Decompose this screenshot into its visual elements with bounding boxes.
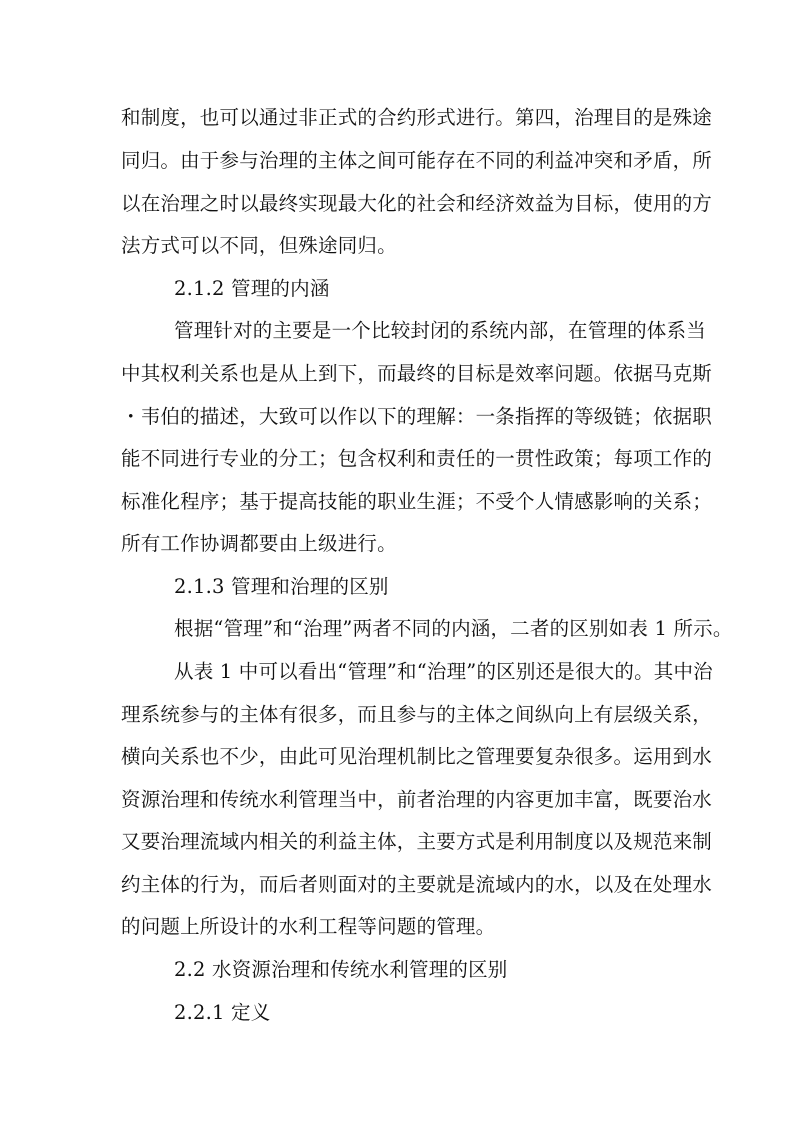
subsection-heading: 2.2.1 定义 xyxy=(174,1001,271,1024)
text-line: 所有工作协调都要由上级进行。 xyxy=(121,532,397,555)
section-heading: 2.2 水资源治理和传统水利管理的区别 xyxy=(174,958,508,981)
text-line: 同归。由于参与治理的主体之间可能存在不同的利益冲突和矛盾，所 xyxy=(121,149,713,172)
text-line: 中其权利关系也是从上到下，而最终的目标是效率问题。依据马克斯 xyxy=(121,362,713,385)
text-line: 的问题上所设计的水利工程等问题的管理。 xyxy=(121,915,496,938)
section-heading: 2.1.3 管理和治理的区别 xyxy=(174,575,389,598)
text-line: ・韦伯的描述，大致可以作以下的理解：一条指挥的等级链；依据职 xyxy=(121,405,713,428)
text-line: 约主体的行为，而后者则面对的主要就是流域内的水，以及在处理水 xyxy=(121,873,713,896)
text-line: 横向关系也不少，由此可见治理机制比之管理要复杂很多。运用到水 xyxy=(121,745,713,768)
text-line: 和制度，也可以通过非正式的合约形式进行。第四，治理目的是殊途 xyxy=(121,106,713,129)
text-line: 法方式可以不同，但殊途同归。 xyxy=(121,234,397,257)
text-line: 能不同进行专业的分工；包含权利和责任的一贯性政策；每项工作的 xyxy=(121,447,713,470)
text-line: 以在治理之时以最终实现最大化的社会和经济效益为目标，使用的方 xyxy=(121,192,713,215)
text-line: 理系统参与的主体有很多，而且参与的主体之间纵向上有层级关系， xyxy=(121,703,713,726)
text-line: 标准化程序；基于提高技能的职业生涯；不受个人情感影响的关系； xyxy=(121,490,713,513)
text-line: 又要治理流域内相关的利益主体，主要方式是利用制度以及规范来制 xyxy=(121,830,713,853)
paragraph-first-line: 根据“管理”和“治理”两者不同的内涵，二者的区别如表 1 所示。 xyxy=(174,617,733,640)
section-heading: 2.1.2 管理的内涵 xyxy=(174,277,330,300)
paragraph-first-line: 从表 1 中可以看出“管理”和“治理”的区别还是很大的。其中治 xyxy=(174,660,713,683)
paragraph-first-line: 管理针对的主要是一个比较封闭的系统内部，在管理的体系当 xyxy=(174,319,706,342)
text-line: 资源治理和传统水利管理当中，前者治理的内容更加丰富，既要治水 xyxy=(121,788,713,811)
